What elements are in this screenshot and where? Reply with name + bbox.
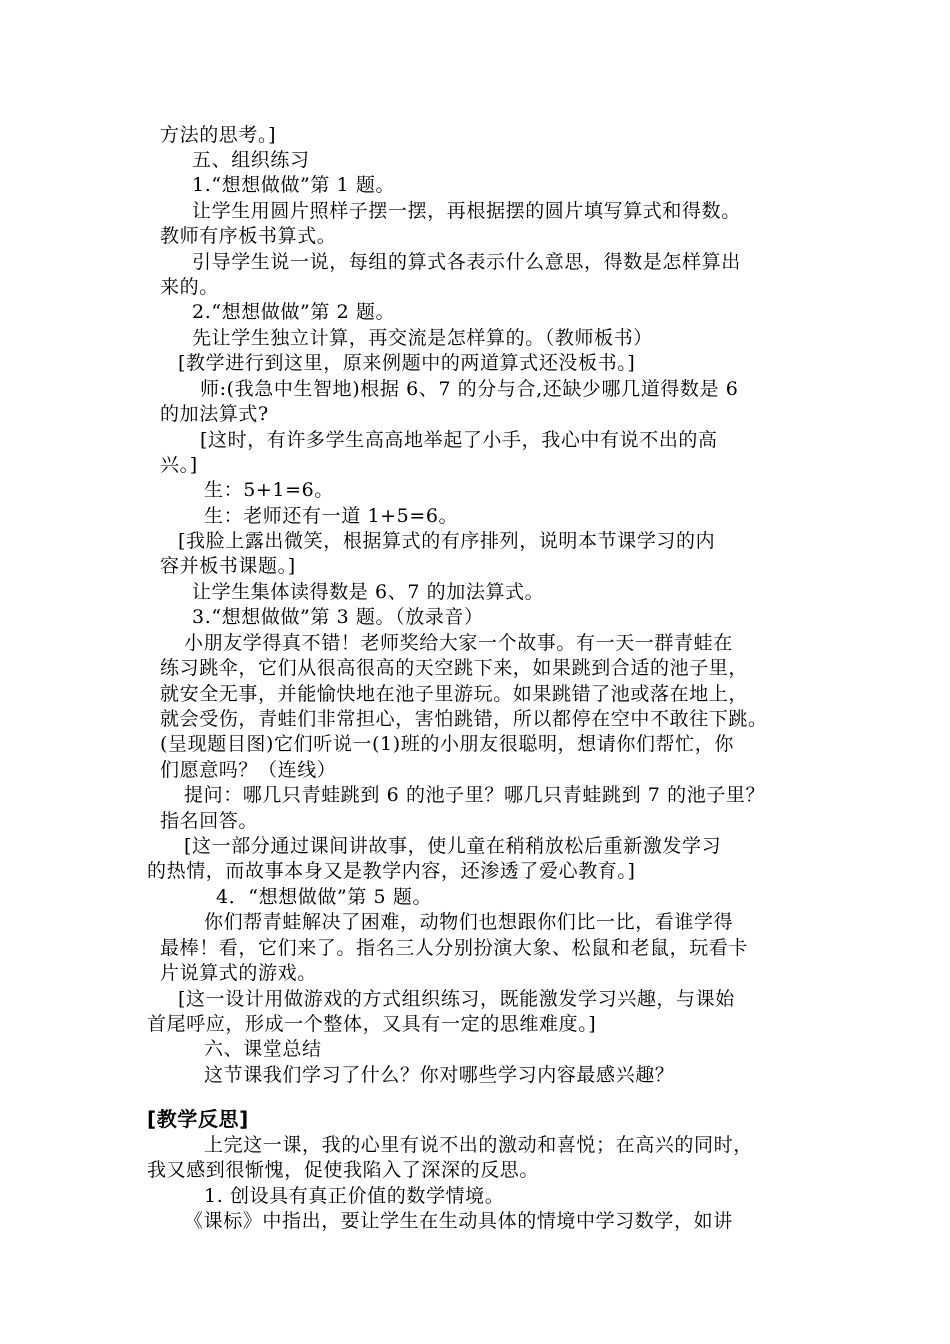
text-line: 来的。 [160,276,219,298]
text-line: 我又感到很惭愧，促使我陷入了深深的反思。 [147,1159,540,1181]
text-line: 上完这一课，我的心里有说不出的激动和喜悦；在高兴的同时， [204,1134,753,1156]
text-line: 练习跳伞，它们从很高很高的天空跳下来，如果跳到合适的池子里， [160,657,749,679]
text-line: 这节课我们学习了什么？你对哪些学习内容最感兴趣？ [204,1064,675,1086]
text-line: 1.“想想做做”第 1 题。 [192,174,396,196]
text-line: 片说算式的游戏。 [160,962,317,984]
text-line: 先让学生独立计算，再交流是怎样算的。（教师板书） [192,327,653,349]
text-line: 首尾呼应，形成一个整体，又具有一定的思维难度。] [147,1013,597,1035]
text-line: 的热情，而故事本身又是教学内容，还渗透了爱心教育。] [147,860,636,882]
text-line: 让学生集体读得数是 6、7 的加法算式。 [192,581,545,603]
text-line: 教师有序板书算式。 [160,225,337,247]
text-line: [这一部分通过课间讲故事，使儿童在稍稍放松后重新激发学习 [184,835,722,857]
text-line: 最棒！看，它们来了。指名三人分别扮演大象、松鼠和老鼠，玩看卡 [160,937,749,959]
text-line: 1. 创设具有真正价值的数学情境。 [204,1185,505,1207]
section-heading: 六、课堂总结 [204,1038,322,1060]
text-line: 你们帮青蛙解决了困难，动物们也想跟你们比一比，看谁学得 [204,911,734,933]
text-line: 容并板书课题。] [160,555,296,577]
text-line: 的加法算式? [160,403,269,425]
text-line: 生：老师还有一道 1+5=6。 [204,505,459,527]
text-line: [教学进行到这里，原来例题中的两道算式还没板书。] [178,352,636,374]
text-line: 们愿意吗？（连线） [160,759,337,781]
text-line: 小朋友学得真不错！老师奖给大家一个故事。有一天一群青蛙在 [184,632,733,654]
text-line: 引导学生说一说，每组的算式各表示什么意思，得数是怎样算出 [192,251,741,273]
text-line: 兴。] [160,454,198,476]
text-line: 3.“想想做做”第 3 题。（放录音） [192,606,484,628]
text-line: 指名回答。 [160,810,259,832]
text-line: 就会受伤，青蛙们非常担心，害怕跳错，所以都停在空中不敢往下跳。 [160,708,768,730]
text-line: 师:(我急中生智地)根据 6、7 的分与合,还缺少哪几道得数是 6 [200,378,739,400]
text-line: 2.“想想做做”第 2 题。 [192,301,396,323]
text-line: [这时，有许多学生高高地举起了小手，我心中有说不出的高 [200,429,718,451]
text-line: 方法的思考。] [160,124,277,146]
text-line: 生：5+1=6。 [204,479,334,501]
text-line: [我脸上露出微笑，根据算式的有序排列，说明本节课学习的内 [178,530,716,552]
text-line: (呈现题目图)它们听说一(1)班的小朋友很聪明，想请你们帮忙，你 [160,733,734,755]
text-line: [这一设计用做游戏的方式组织练习，既能激发学习兴趣，与课始 [178,988,735,1010]
text-line: 让学生用圆片照样子摆一摆，再根据摆的圆片填写算式和得数。 [192,200,741,222]
section-heading: 五、组织练习 [192,149,310,171]
text-line: 《课标》中指出，要让学生在生动具体的情境中学习数学，如讲 [184,1210,733,1232]
text-line: 4．“想想做做”第 5 题。 [216,886,433,908]
text-line: 提问：哪几只青蛙跳到 6 的池子里？哪几只青蛙跳到 7 的池子里？ [184,784,766,806]
reflection-heading: [教学反思] [147,1107,249,1131]
text-line: 就安全无事，并能愉快地在池子里游玩。如果跳错了池或落在地上， [160,683,749,705]
